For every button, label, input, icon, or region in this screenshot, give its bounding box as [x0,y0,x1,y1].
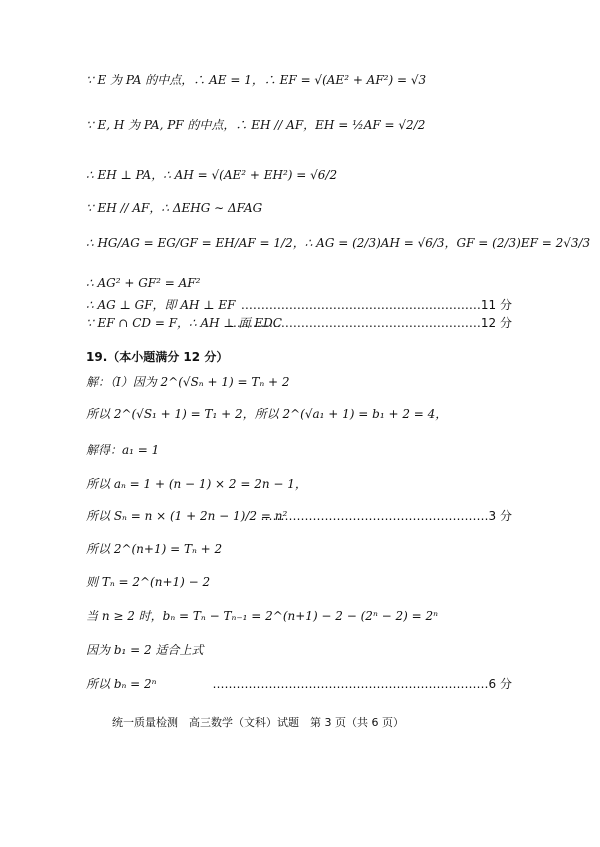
line-text: ∴ AG² + GF² = AF² [86,276,201,290]
line-text: ∵ EH // AF，∴ ΔEHG ∼ ΔFAG [86,201,263,215]
line-text: ∵ EF ∩ CD = F，∴ AH ⊥ 面 EDC [86,316,282,330]
line-text: ∵ E, H 为 PA, PF 的中点，∴ EH // AF，EH = ½AF = √2/2 [86,118,426,132]
solution-line [86,610,600,622]
solution-line [86,299,600,311]
line-text: ∴ AG ⊥ GF，即 AH ⊥ EF [86,298,236,312]
solution-line [86,678,600,690]
score-leader: ………………………………………………………12 分 [228,316,512,330]
solution-line [86,510,600,522]
line-text: 当 n ≥ 2 时，bₙ = Tₙ − Tₙ₋₁ = 2^(n+1) − 2 − (2ⁿ − 2) = 2ⁿ [86,609,438,623]
score-leader: …………………………………………………3 分 [260,509,512,523]
solution-line [86,644,600,656]
line-text: 所以 aₙ = 1 + (n − 1) × 2 = 2n − 1， [86,477,307,491]
solution-line [86,576,600,588]
solution-line [86,237,600,249]
line-text: 所以 2^(n+1) = Tₙ + 2 [86,542,223,556]
solution-line [86,169,600,181]
solution-line [86,444,600,456]
line-text: 所以 bₙ = 2ⁿ [86,677,157,691]
line-text: 所以 2^(√S₁ + 1) = T₁ + 2，所以 2^(√a₁ + 1) = b₁ + 2 = 4， [86,407,448,421]
line-text: 因为 b₁ = 2 适合上式 [86,643,204,657]
solution-line [86,317,600,329]
solution-line [86,74,600,86]
line-text: ∴ EH ⊥ PA，∴ AH = √(AE² + EH²) = √6/2 [86,168,338,182]
solution-line [86,277,600,289]
solution-line [86,543,600,555]
page-footer: 统一质量检测 高三数学（文科）试题 第 3 页（共 6 页） [112,716,404,729]
line-text: 则 Tₙ = 2^(n+1) − 2 [86,575,211,589]
solution-line [86,408,600,420]
solution-line [86,478,600,490]
solution-line [86,202,600,214]
solution-line [86,376,600,388]
solution-line [86,119,600,131]
score-leader: ……………………………………………………………6 分 [212,677,512,691]
line-text: 解：（Ⅰ）因为 2^(√Sₙ + 1) = Tₙ + 2 [86,375,290,389]
line-text: ∴ HG/AG = EG/GF = EH/AF = 1/2，∴ AG = (2/3)AH = √6/3，GF = (2/3)EF = 2√3/3 [86,236,591,250]
line-text: ∵ E 为 PA 的中点，∴ AE = 1，∴ EF = √(AE² + AF²) = √3 [86,73,427,87]
score-leader: ……………………………………………………11 分 [240,298,512,312]
section-heading [86,351,600,363]
line-text: 所以 Sₙ = n × (1 + 2n − 1)/2 = n² [86,509,288,523]
line-text: 解得：a₁ = 1 [86,443,160,457]
line-text: 19.（本小题满分 12 分） [86,350,229,364]
